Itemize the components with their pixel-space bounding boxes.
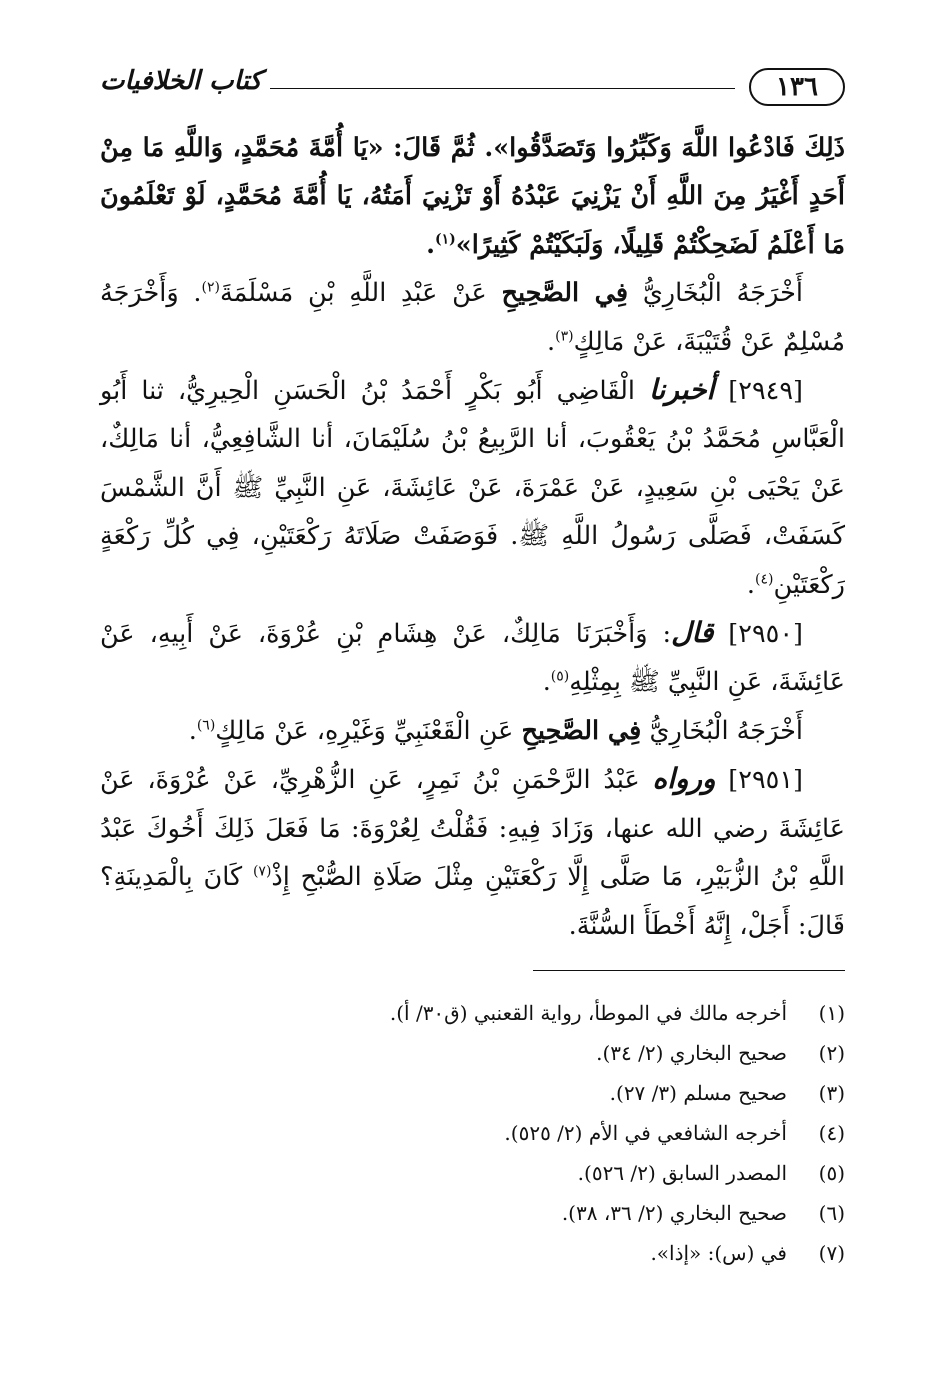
footnote-separator xyxy=(533,970,845,971)
paragraph-end: . xyxy=(746,569,755,600)
footnote-number: (٦) xyxy=(818,1201,845,1225)
source-name: فِي الصَّحِيحِ xyxy=(501,278,629,309)
narration-keyword: أخبرنا xyxy=(649,373,715,407)
paragraph-text: . وَأَخْرَجَهُ مُسْلِمٌ عَنْ قُتَيْبَةَ، عَنْ مَالِكٍ xyxy=(100,278,845,357)
footnote-item xyxy=(100,1193,845,1233)
hadith-number: [٢٩٤٩] xyxy=(728,376,803,407)
footnote-text: صحيح البخاري (٢/ ٣٤). xyxy=(596,1041,787,1065)
footnote-text: صحيح مسلم (٣/ ٢٧). xyxy=(609,1081,787,1105)
page-number: ١٣٦ xyxy=(749,68,845,106)
book-title: كتاب الخلافيات xyxy=(100,66,262,96)
paragraph-text: ذَلِكَ فَادْعُوا اللَّهَ وَكَبِّرُوا وَتَصَدَّقُوا». ثُمَّ قَالَ: «يَا أُمَّةَ مُحَمَّدٍ، وَاللَّهِ مَا مِنْ أَحَدٍ أَغْيَرُ مِنَ اللَّهِ أَنْ يَزْنِيَ عَبْدُهُ أَوْ تَزْنِيَ أَمَتُهُ، يَا أُمَّةَ مُحَمَّدٍ، لَوْ تَعْلَمُونَ مَا أَعْلَمُ لَضَحِكْتُمْ قَلِيلًا، وَلَبَكَيْتُمْ كَثِيرًا» xyxy=(100,133,845,260)
header-rule xyxy=(270,88,735,89)
footnote-text: أخرجه مالك في الموطأ، رواية القعنبي (ق٣٠/ أ). xyxy=(389,1001,787,1025)
footnotes xyxy=(100,993,845,1273)
paragraph-hadith-end xyxy=(100,124,845,269)
footnote-number: (٤) xyxy=(818,1121,845,1145)
footnote-item xyxy=(100,1073,845,1113)
source-name: فِي الصَّحِيحِ xyxy=(521,715,642,746)
paragraph-text: عَنْ عَبْدِ اللَّهِ بْنِ مَسْلَمَةَ xyxy=(220,278,502,309)
footnote-ref: (١) xyxy=(434,231,456,248)
paragraph-text: كَانَ بِالْمَدِينَةِ؟ قَالَ: أَجَلْ، إِنَّهُ أَخْطَأَ السُّنَّةَ. xyxy=(100,862,845,941)
paragraph-text: أَخْرَجَهُ الْبُخَارِيُّ xyxy=(641,715,803,746)
footnote-item xyxy=(100,1113,845,1153)
footnote-item xyxy=(100,1233,845,1273)
paragraph-takhrij-2 xyxy=(100,707,845,755)
footnote-item xyxy=(100,1033,845,1073)
hadith-number: [٢٩٥١] xyxy=(728,765,803,796)
narration-keyword: قال xyxy=(671,616,714,650)
footnote-number: (٢) xyxy=(818,1041,845,1065)
hadith-number: [٢٩٥٠] xyxy=(728,619,803,650)
footnote-ref: (٦) xyxy=(196,717,216,734)
narration-keyword: ورواه xyxy=(652,762,716,796)
paragraph-2950 xyxy=(100,609,845,707)
paragraph-text: : وَأَخْبَرَنَا مَالِكٌ، عَنْ هِشَامِ بْنِ عُرْوَةَ، عَنْ أَبِيهِ، عَنْ عَائِشَةَ، عَنِ النَّبِيِّ ﷺ بِمِثْلِهِ xyxy=(100,619,845,698)
footnote-number: (٧) xyxy=(818,1241,845,1265)
paragraph-end: . xyxy=(542,667,551,698)
footnote-ref: (٣) xyxy=(555,328,574,345)
footnote-text: المصدر السابق (٢/ ٥٢٦). xyxy=(577,1161,787,1185)
paragraph-end: . xyxy=(426,229,435,260)
paragraph-end: . xyxy=(188,715,197,746)
footnote-item xyxy=(100,993,845,1033)
footnote-ref: (٤) xyxy=(754,571,774,588)
paragraph-2951 xyxy=(100,755,845,950)
paragraph-text: عَبْدُ الرَّحْمَنِ بْنُ نَمِرٍ، عَنِ الزُّهْرِيِّ، عَنْ عُرْوَةَ، عَنْ عَائِشَةَ رضي الله عنها، وَزَادَ فِيهِ: فَقُلْتُ لِعُرْوَةَ: مَا فَعَلَ ذَلِكَ أَخُوكَ عَبْدُ اللَّهِ بْنُ الزُّبَيْرِ، مَا صَلَّى إِلَّا رَكْعَتَيْنِ مِثْلَ صَلَاةِ الصُّبْحِ إِذْ xyxy=(100,765,846,893)
main-text xyxy=(100,124,845,950)
footnote-number: (٥) xyxy=(818,1161,845,1185)
paragraph-text: عَنِ الْقَعْنَبِيِّ وَغَيْرِهِ، عَنْ مَالِكٍ xyxy=(215,715,522,746)
footnote-text: صحيح البخاري (٢/ ٣٦، ٣٨). xyxy=(561,1201,787,1225)
footnote-text: في (س): «إذا». xyxy=(650,1241,787,1265)
paragraph-2949 xyxy=(100,366,845,609)
footnote-ref: (٢) xyxy=(201,279,221,296)
paragraph-text: الْقَاضِي أَبُو بَكْرٍ أَحْمَدُ بْنُ الْحَسَنِ الْحِيرِيُّ، ثنا أَبُو الْعَبَّاسِ مُحَمَّدُ بْنُ يَعْقُوبَ، أنا الرَّبِيعُ بْنُ سُلَيْمَانَ، أنا الشَّافِعِيُّ، أنا مَالِكٌ، عَنْ يَحْيَى بْنِ سَعِيدٍ، عَنْ عَمْرَةَ، عَنْ عَائِشَةَ، عَنِ النَّبِيِّ ﷺ أَنَّ الشَّمْسَ كَسَفَتْ، فَصَلَّى رَسُولُ اللَّهِ ﷺ. فَوَصَفَتْ صَلَاتَهُ رَكْعَتَيْنِ، فِي كُلِّ رَكْعَةٍ رَكْعَتَيْنِ xyxy=(100,376,845,600)
footnote-text: أخرجه الشافعي في الأم (٢/ ٥٢٥). xyxy=(504,1121,787,1145)
footnote-ref: (٥) xyxy=(550,668,570,685)
paragraph-takhrij xyxy=(100,269,845,366)
paragraph-text: أَخْرَجَهُ الْبُخَارِيُّ xyxy=(628,278,803,309)
footnote-number: (١) xyxy=(818,1001,845,1025)
paragraph-end: . xyxy=(547,326,556,357)
footnote-item xyxy=(100,1153,845,1193)
page-header xyxy=(100,66,845,122)
footnote-number: (٣) xyxy=(818,1081,845,1105)
footnote-ref: (٧) xyxy=(252,863,272,880)
